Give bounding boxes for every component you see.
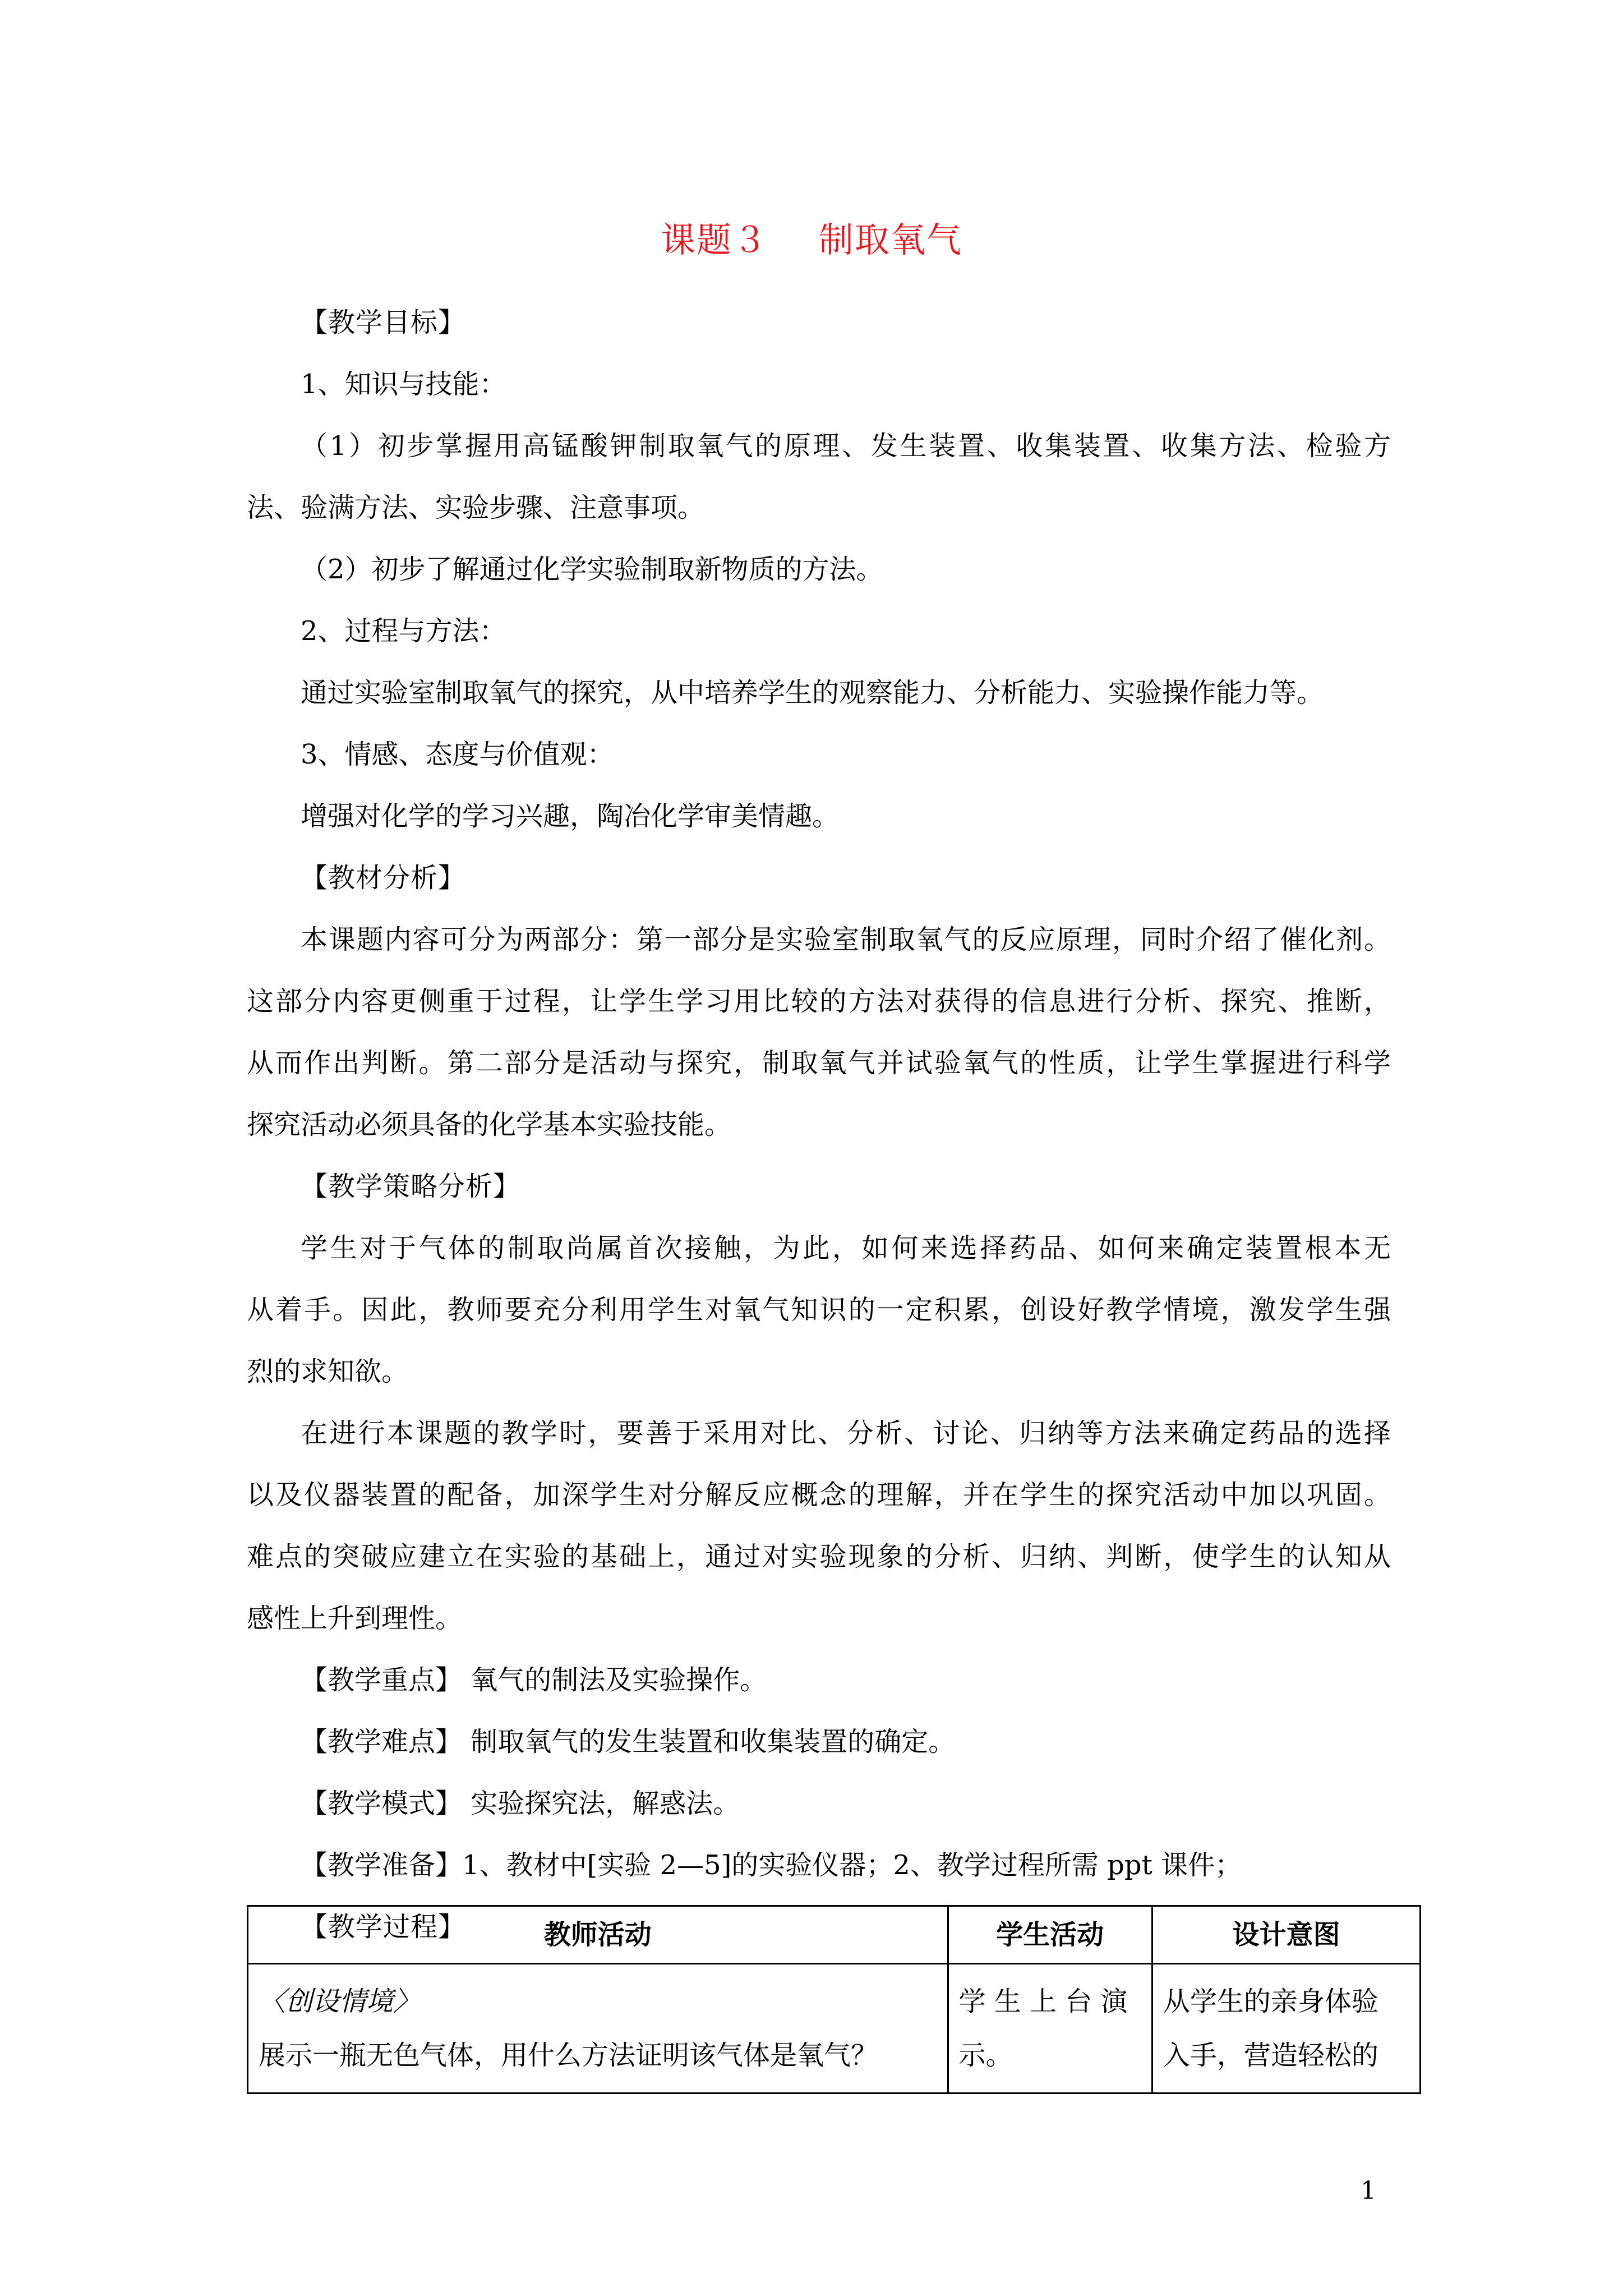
cell-design-intent <box>1152 1964 1420 2093</box>
material-analysis-line-3: 从而作出判断。第二部分是活动与探究，制取氧气并试验氧气的性质，让学生掌握进行科学 <box>247 1047 1391 1079</box>
page-number: 1 <box>1361 2177 1376 2205</box>
header-design-intent: 设计意图 <box>1152 1906 1420 1964</box>
title-lesson-number: 课题３ <box>660 219 768 260</box>
strategy-line-7: 感性上升到理性。 <box>247 1603 463 1634</box>
cell-teacher-activity <box>248 1964 948 2093</box>
scenario-text: 展示一瓶无色气体，用什么方法证明该气体是氧气？ <box>259 2040 878 2071</box>
strategy-line-6: 难点的突破应建立在实验的基础上，通过对实验现象的分析、归纳、判断，使学生的认知从 <box>247 1541 1391 1572</box>
section-heading-process: 【教学过程】 <box>301 1911 466 1943</box>
table-row <box>248 1964 1421 2093</box>
objective-emotion-values: 3、情感、态度与价值观： <box>301 739 614 770</box>
title-lesson-name: 制取氧气 <box>819 219 963 260</box>
design-intent-line-2: 入手，营造轻松的 <box>1163 2040 1378 2071</box>
objective-knowledge-skills: 1、知识与技能： <box>301 369 506 400</box>
teaching-focus: 【教学重点】 氧气的制法及实验操作。 <box>301 1664 767 1696</box>
objective-process-text: 通过实验室制取氧气的探究，从中培养学生的观察能力、分析能力、实验操作能力等。 <box>301 677 1324 708</box>
teaching-mode: 【教学模式】 实验探究法，解惑法。 <box>301 1788 740 1819</box>
strategy-line-5: 以及仪器装置的配备，加深学生对分解反应概念的理解，并在学生的探究活动中加以巩固。 <box>247 1479 1391 1511</box>
section-heading-strategy: 【教学策略分析】 <box>301 1171 521 1202</box>
strategy-line-1: 学生对于气体的制取尚属首次接触，为此，如何来选择药品、如何来确定装置根本无 <box>301 1232 1391 1264</box>
header-teacher-activity: 教师活动 <box>248 1906 948 1964</box>
teaching-difficulty: 【教学难点】 制取氧气的发生装置和收集装置的确定。 <box>301 1726 956 1757</box>
objective-emotion-text: 增强对化学的学习兴趣，陶冶化学审美情趣。 <box>301 800 840 832</box>
section-heading-material-analysis: 【教材分析】 <box>301 862 466 894</box>
student-activity-line-2: 示。 <box>958 2040 1013 2071</box>
teaching-process-table <box>247 1905 1421 2094</box>
strategy-line-3: 烈的求知欲。 <box>247 1356 409 1387</box>
objective-process-method: 2、过程与方法： <box>301 615 506 647</box>
document-title <box>0 218 1623 263</box>
scenario-label: 〈创设情境〉 <box>259 1986 421 2017</box>
header-student-activity: 学生活动 <box>948 1906 1152 1964</box>
objective-item-2: （2）初步了解通过化学实验制取新物质的方法。 <box>301 554 883 585</box>
material-analysis-line-2: 这部分内容更侧重于过程，让学生学习用比较的方法对获得的信息进行分析、探究、推断， <box>247 986 1391 1017</box>
table-header-row <box>248 1906 1421 1964</box>
document-body <box>247 292 1391 1958</box>
objective-item-1-cont: 法、验满方法、实验步骤、注意事项。 <box>247 492 705 523</box>
design-intent-line-1: 从学生的亲身体验 <box>1163 1986 1378 2017</box>
section-heading-objectives: 【教学目标】 <box>301 307 466 338</box>
cell-student-activity <box>948 1964 1152 2093</box>
strategy-line-4: 在进行本课题的教学时，要善于采用对比、分析、讨论、归纳等方法来确定药品的选择 <box>301 1418 1391 1449</box>
material-analysis-line-4: 探究活动必须具备的化学基本实验技能。 <box>247 1109 732 1140</box>
teaching-preparation: 【教学准备】1、教材中[实验 2—5]的实验仪器；2、教学过程所需 ppt 课件； <box>301 1849 1242 1881</box>
strategy-line-2: 从着手。因此，教师要充分利用学生对氧气知识的一定积累，创设好教学情境，激发学生强 <box>247 1294 1391 1326</box>
material-analysis-line-1: 本课题内容可分为两部分：第一部分是实验室制取氧气的反应原理，同时介绍了催化剂。 <box>301 924 1391 955</box>
student-activity-line-1: 学 生 上 台 演 <box>958 1986 1128 2017</box>
objective-item-1: （1）初步掌握用高锰酸钾制取氧气的原理、发生装置、收集装置、收集方法、检验方 <box>301 430 1391 462</box>
